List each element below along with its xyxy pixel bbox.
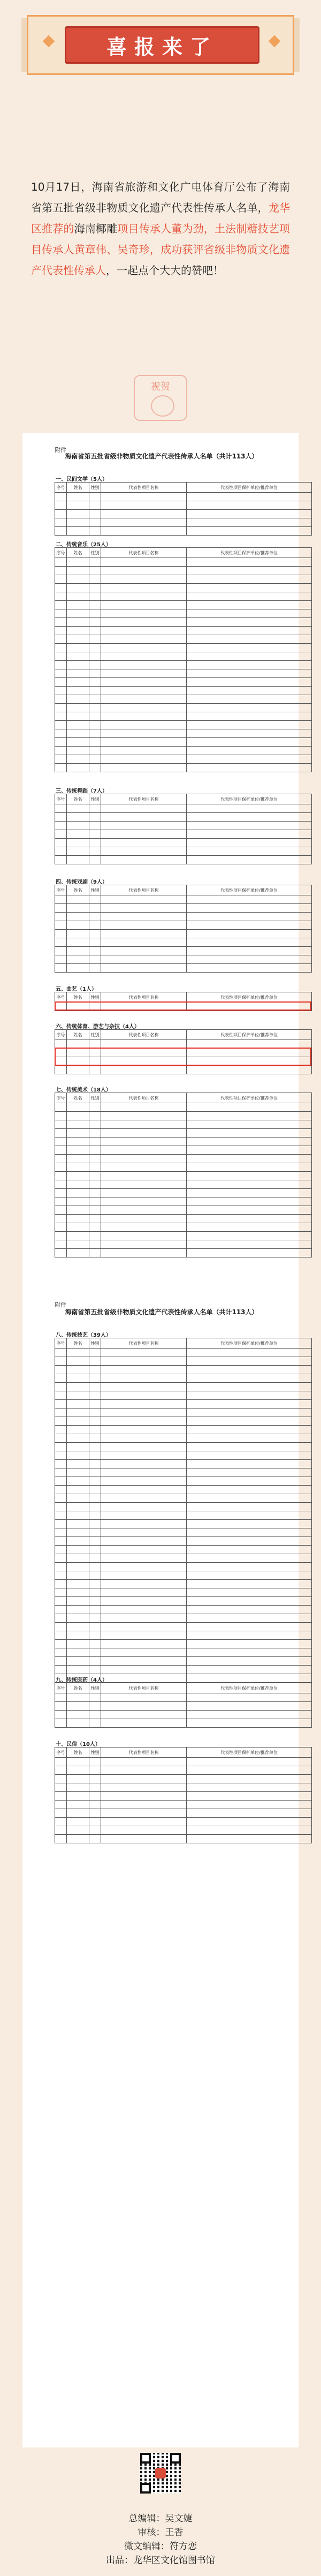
table-row xyxy=(55,1494,312,1503)
table-row xyxy=(55,1792,312,1801)
table-row xyxy=(55,1383,312,1391)
table-row xyxy=(55,567,312,575)
table-row xyxy=(55,501,312,510)
table-row xyxy=(55,1563,312,1571)
credit-producer: 出品：龙华区文化馆图书馆 xyxy=(106,2555,215,2566)
table-row xyxy=(55,1189,312,1197)
table-row xyxy=(55,669,312,678)
table-row xyxy=(55,1391,312,1400)
table-row xyxy=(55,627,312,635)
header-banner xyxy=(21,15,300,75)
table-row xyxy=(55,661,312,669)
table-row xyxy=(55,1477,312,1486)
table-header-row: 序号 姓名 性别 代表性项目名称 代表性项目保护单位/推荐单位 xyxy=(55,1030,312,1040)
stamp-label: 祝贺 xyxy=(151,381,170,393)
category-label: 一、民间文学（5人） xyxy=(56,477,108,483)
list-table xyxy=(55,794,312,864)
list-table xyxy=(55,885,312,973)
category-label: 五、曲艺（1人） xyxy=(56,986,97,992)
table-row xyxy=(55,1766,312,1775)
table-row xyxy=(55,1486,312,1494)
table-row xyxy=(55,1614,312,1623)
document-title: 海南省第五批省级非物质文化遗产代表性传承人名单（共计113人） xyxy=(65,1308,258,1316)
header-title-box xyxy=(65,26,259,64)
table-row xyxy=(55,930,312,938)
congrats-stamp xyxy=(134,375,187,421)
intro-highlight: 龙华区推荐的 xyxy=(31,201,291,235)
table-row xyxy=(55,1666,312,1674)
table-row xyxy=(55,1400,312,1408)
intro-text: 海南椰雕 xyxy=(74,222,118,235)
qr-finder-icon xyxy=(140,2453,151,2464)
table-row xyxy=(55,1240,312,1249)
table-row xyxy=(55,813,312,822)
table-row xyxy=(55,1434,312,1443)
table-row xyxy=(55,1103,312,1112)
table-row xyxy=(55,1374,312,1383)
category-label: 七、传统美术（18人） xyxy=(56,1087,111,1093)
document-image xyxy=(22,433,299,2447)
table-row xyxy=(55,755,312,764)
table-row xyxy=(55,1172,312,1180)
table-row xyxy=(55,856,312,864)
table-row xyxy=(55,729,312,738)
table-row xyxy=(55,493,312,501)
attachment-label: 附件 xyxy=(55,447,66,454)
table-row xyxy=(55,847,312,856)
table-row xyxy=(55,527,312,536)
category-label: 八、传统技艺（39人） xyxy=(56,1332,111,1338)
diamond-icon xyxy=(269,35,281,48)
table-row xyxy=(55,1818,312,1826)
table-row xyxy=(55,964,312,973)
table-row xyxy=(55,1597,312,1606)
table-row xyxy=(55,1631,312,1640)
table-row xyxy=(55,1197,312,1206)
logo-icon xyxy=(155,2468,166,2479)
highlight-box xyxy=(55,1048,311,1066)
highlight-box xyxy=(55,1001,311,1011)
table-row xyxy=(55,1640,312,1648)
table-row xyxy=(55,830,312,839)
table-row xyxy=(55,1511,312,1520)
table-row xyxy=(55,822,312,830)
table-row xyxy=(55,1180,312,1189)
table-header-row: 序号 姓名 性别 代表性项目名称 代表性项目保护单位/推荐单位 xyxy=(55,794,312,804)
table-row xyxy=(55,1468,312,1477)
smile-icon xyxy=(151,395,174,417)
table-row xyxy=(55,1120,312,1129)
table-row xyxy=(55,652,312,661)
table-header-row: 序号 姓名 性别 代表性项目名称 代表性项目保护单位/推荐单位 xyxy=(55,992,312,1003)
table-row xyxy=(55,1066,312,1074)
qr-finder-icon xyxy=(170,2453,181,2464)
table-row xyxy=(55,1206,312,1215)
table-row xyxy=(55,1349,312,1357)
table-row xyxy=(55,721,312,729)
table-row xyxy=(55,1648,312,1657)
list-table xyxy=(55,1338,312,1683)
table-row xyxy=(55,1528,312,1537)
table-row xyxy=(55,704,312,712)
table-row xyxy=(55,1835,312,1843)
table-row xyxy=(55,1112,312,1120)
table-row xyxy=(55,1146,312,1155)
table-row xyxy=(55,1129,312,1138)
table-row xyxy=(55,921,312,930)
credit-wechat-editor: 微文编辑：符方恋 xyxy=(124,2541,197,2552)
intro-highlight: 项目传承人董为劲，土法制糖技艺项目传承人黄章伟、吴奇珍，成功获评省级非物质文化遗产代表性传承人 xyxy=(31,222,291,277)
document-title: 海南省第五批省级非物质文化遗产代表性传承人名单（共计113人） xyxy=(65,453,258,460)
table-row xyxy=(55,738,312,747)
table-row xyxy=(55,1580,312,1588)
table-header-row: 序号 姓名 性别 代表性项目名称 代表性项目保护单位/推荐单位 xyxy=(55,885,312,895)
table-header-row: 序号 姓名 性别 代表性项目名称 代表性项目保护单位/推荐单位 xyxy=(55,548,312,558)
table-row xyxy=(55,747,312,755)
header-frame xyxy=(27,15,294,75)
table-row xyxy=(55,1451,312,1460)
list-table xyxy=(55,1093,312,1257)
qr-code[interactable] xyxy=(140,2453,181,2494)
table-row xyxy=(55,1546,312,1554)
table-row xyxy=(55,1426,312,1434)
table-row xyxy=(55,592,312,601)
table-header-row: 序号 姓名 性别 代表性项目名称 代表性项目保护单位/推荐单位 xyxy=(55,1338,312,1349)
table-row xyxy=(55,601,312,609)
table-row xyxy=(55,1232,312,1240)
category-label: 十、民俗（10人） xyxy=(56,1742,101,1748)
table-row xyxy=(55,904,312,913)
table-row xyxy=(55,1826,312,1835)
table-row xyxy=(55,678,312,687)
table-row xyxy=(55,1249,312,1257)
table-row xyxy=(55,1801,312,1809)
diamond-icon xyxy=(43,35,55,48)
table-row xyxy=(55,1783,312,1792)
table-row xyxy=(55,1657,312,1666)
credit-editor: 总编辑：吴文婕 xyxy=(128,2513,193,2524)
intro-text: 10月17日，海南省旅游和文化广电体育厅公布了海南省第五批省级非物质文化遗产代表性传承人名单， xyxy=(31,180,290,214)
table-row xyxy=(55,1366,312,1374)
page-title: 喜报来了 xyxy=(106,35,218,59)
table-row xyxy=(55,938,312,947)
table-row xyxy=(55,1223,312,1232)
qr-finder-icon xyxy=(140,2483,151,2494)
table-row xyxy=(55,1460,312,1468)
table-row xyxy=(55,695,312,704)
table-row xyxy=(55,1155,312,1163)
table-row xyxy=(55,1215,312,1223)
table-row xyxy=(55,712,312,721)
table-row xyxy=(55,895,312,904)
table-row xyxy=(55,955,312,964)
attachment-label: 附件 xyxy=(55,1301,66,1308)
list-table xyxy=(55,1683,312,1728)
table-row xyxy=(55,618,312,627)
table-row xyxy=(55,1588,312,1597)
table-row xyxy=(55,1606,312,1614)
table-row xyxy=(55,687,312,695)
table-row xyxy=(55,1503,312,1511)
table-row xyxy=(55,1138,312,1146)
table-row xyxy=(55,644,312,652)
table-header-row: 序号 姓名 性别 代表性项目名称 代表性项目保护单位/推荐单位 xyxy=(55,483,312,493)
table-row xyxy=(55,609,312,618)
table-row xyxy=(55,1554,312,1563)
table-row xyxy=(55,1408,312,1417)
list-table xyxy=(55,1747,312,1843)
table-row xyxy=(55,804,312,813)
credit-reviewer: 审核：王香 xyxy=(137,2527,184,2538)
table-row xyxy=(55,1163,312,1172)
table-row xyxy=(55,1520,312,1528)
intro-paragraph xyxy=(31,177,290,281)
table-row xyxy=(55,1623,312,1631)
table-row xyxy=(55,635,312,644)
table-row xyxy=(55,1571,312,1580)
table-row xyxy=(55,1758,312,1766)
table-row xyxy=(55,947,312,955)
category-label: 三、传统舞蹈（7人） xyxy=(56,788,108,794)
table-row xyxy=(55,913,312,921)
intro-text: ，一起点个大大的赞吧！ xyxy=(106,264,224,277)
table-row xyxy=(55,1702,312,1711)
table-row xyxy=(55,1775,312,1783)
table-row xyxy=(55,1357,312,1366)
table-row xyxy=(55,839,312,847)
table-header-row: 序号 姓名 性别 代表性项目名称 代表性项目保护单位/推荐单位 xyxy=(55,1683,312,1693)
table-row xyxy=(55,1443,312,1451)
table-row xyxy=(55,1809,312,1818)
list-table xyxy=(55,482,312,536)
table-header-row: 序号 姓名 性别 代表性项目名称 代表性项目保护单位/推荐单位 xyxy=(55,1748,312,1758)
table-row xyxy=(55,1537,312,1546)
credits xyxy=(0,2512,321,2567)
table-row xyxy=(55,1719,312,1728)
table-header-row: 序号 姓名 性别 代表性项目名称 代表性项目保护单位/推荐单位 xyxy=(55,1093,312,1103)
category-label: 九、传统医药（4人） xyxy=(56,1677,108,1683)
table-row xyxy=(55,510,312,518)
table-row xyxy=(55,764,312,772)
table-row xyxy=(55,518,312,527)
table-row xyxy=(55,1711,312,1719)
table-row xyxy=(55,1417,312,1426)
table-row xyxy=(55,584,312,592)
table-row xyxy=(55,1693,312,1702)
category-label: 四、传统戏剧（9人） xyxy=(56,879,108,885)
category-label: 二、传统音乐（25人） xyxy=(56,542,111,548)
list-table xyxy=(55,547,312,772)
table-row xyxy=(55,558,312,567)
category-label: 六、传统体育、游艺与杂技（4人） xyxy=(56,1024,140,1030)
table-row xyxy=(55,575,312,584)
